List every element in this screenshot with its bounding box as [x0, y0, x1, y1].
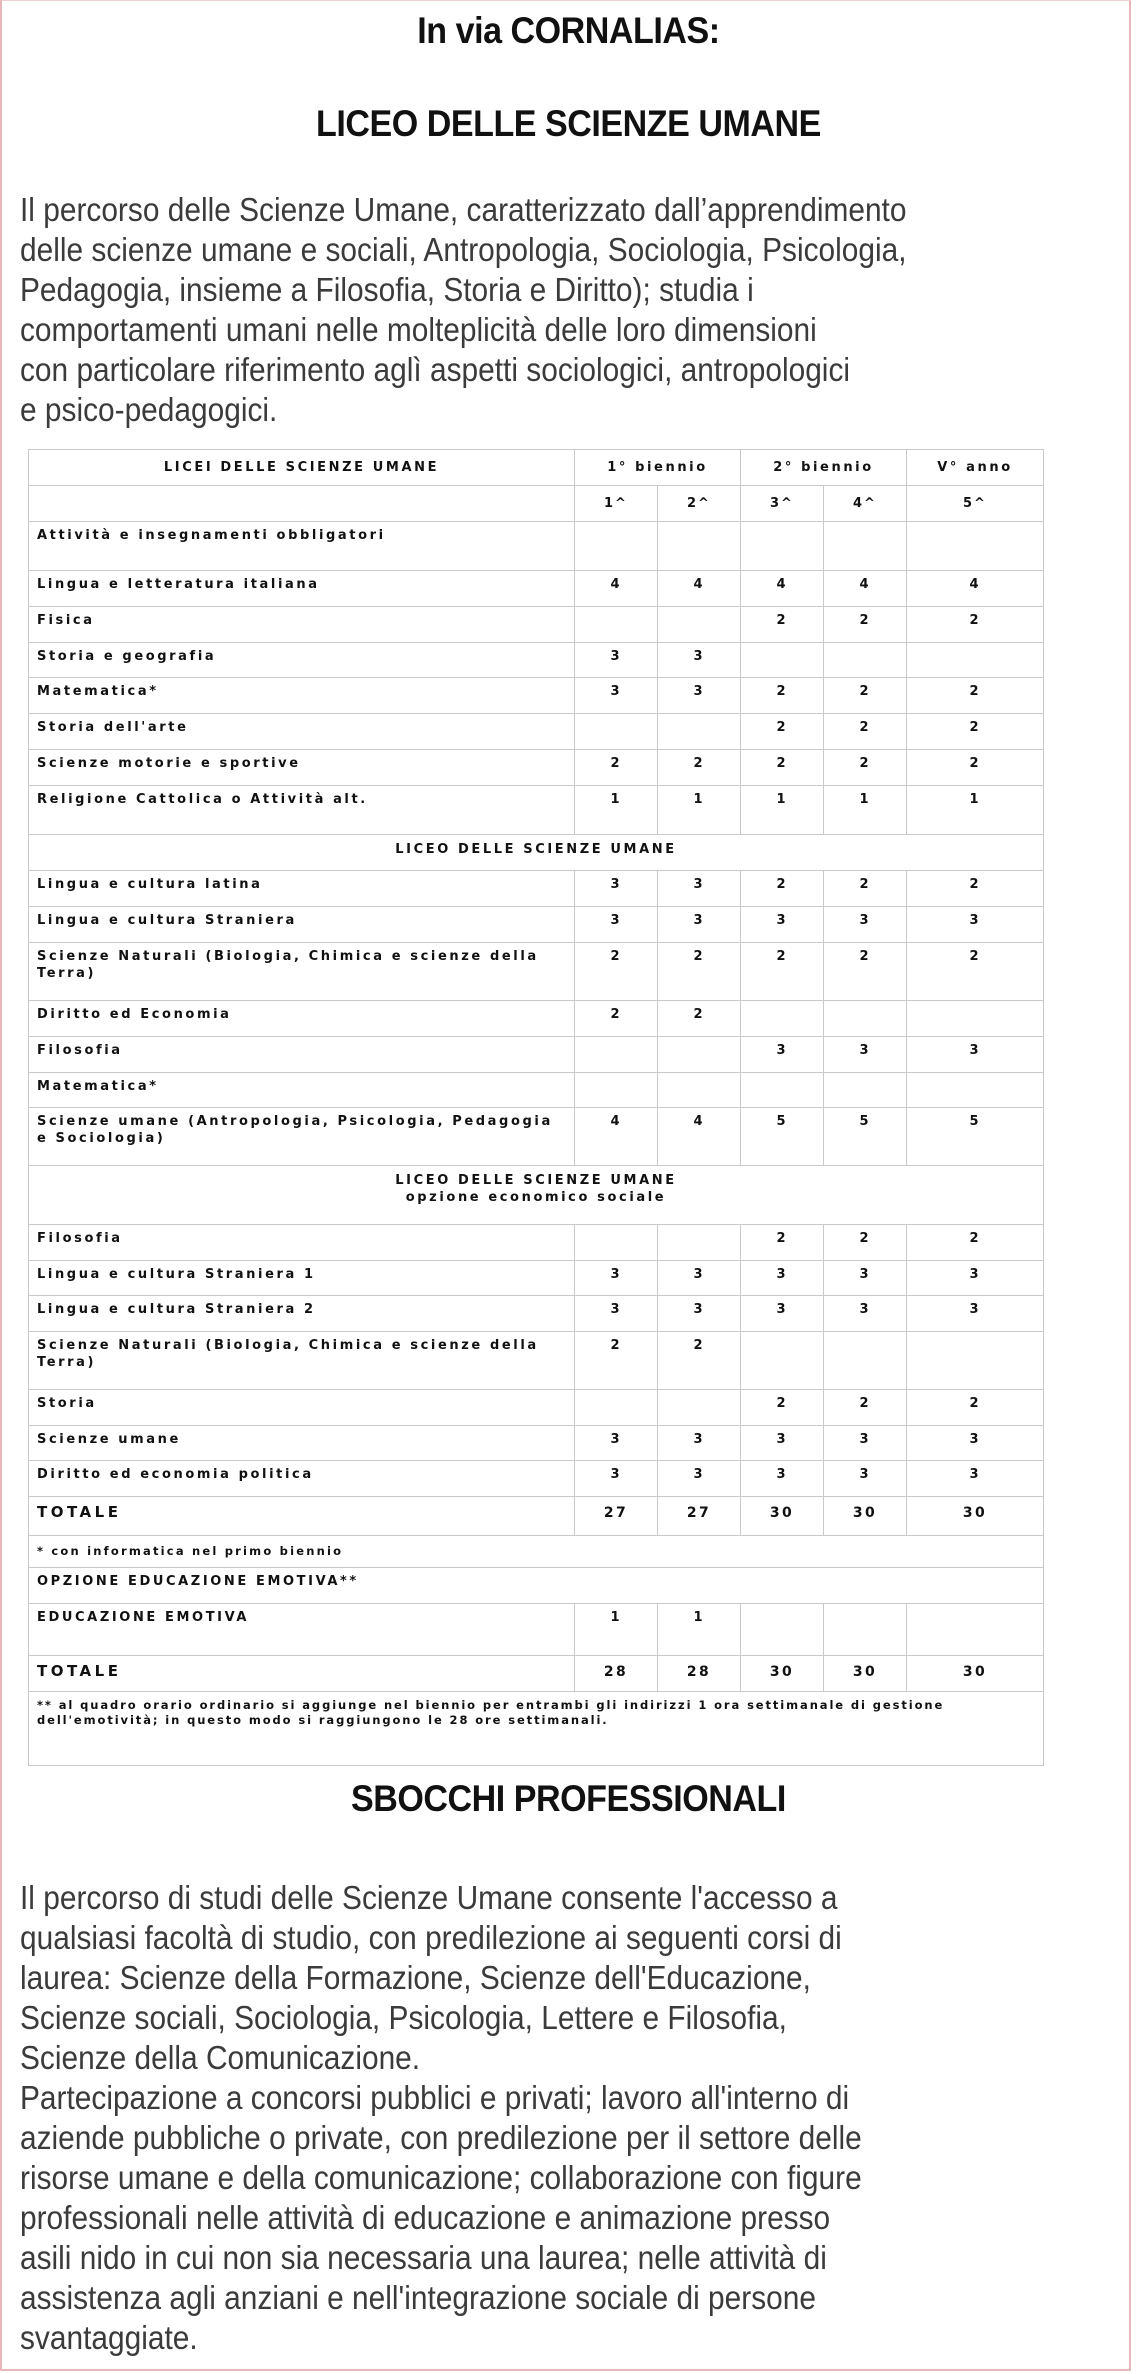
obligatory-label: Attività e insegnamenti obbligatori — [28, 521, 575, 571]
su-row-hours: 4 — [657, 1107, 741, 1166]
common-row-hours — [657, 606, 741, 643]
su-row-hours: 3 — [574, 870, 658, 907]
common-row-hours: 2 — [740, 606, 824, 643]
su-row-hours: 3 — [574, 906, 658, 943]
emotiva-row-hours — [823, 1603, 907, 1656]
common-row-hours — [657, 713, 741, 750]
total-hours: 28 — [657, 1655, 741, 1692]
su-row-hours: 5 — [823, 1107, 907, 1166]
year-header-blank — [28, 485, 575, 522]
location-title: In via CORNALIAS: — [417, 10, 720, 51]
su-row-hours — [906, 1000, 1044, 1037]
common-row-hours: 2 — [906, 749, 1044, 786]
emotiva-row-hours — [906, 1603, 1044, 1656]
common-row-hours — [574, 713, 658, 750]
outlets-line: Scienze della Comunicazione. — [20, 2039, 421, 2076]
total-hours: 30 — [823, 1496, 907, 1536]
year-header: 4^ — [823, 485, 907, 522]
common-row-subject: Storia dell'arte — [28, 713, 575, 750]
note-informatica: * con informatica nel primo biennio — [28, 1535, 1044, 1568]
su-row-hours: 2 — [574, 942, 658, 1001]
common-row-hours: 2 — [906, 606, 1044, 643]
su-row-hours: 3 — [906, 906, 1044, 943]
su-row-hours: 3 — [906, 1036, 1044, 1073]
es-row-hours: 2 — [740, 1389, 824, 1426]
common-row-hours: 2 — [823, 606, 907, 643]
su-row-hours — [574, 1072, 658, 1108]
su-row-hours: 2 — [823, 942, 907, 1001]
es-row-hours: 3 — [657, 1295, 741, 1332]
outlets-line: assistenza agli anziani e nell'integrazione sociale di persone — [20, 2279, 816, 2316]
es-row-hours: 2 — [740, 1224, 824, 1261]
emotiva-row-hours — [740, 1603, 824, 1656]
es-row-hours: 2 — [657, 1331, 741, 1390]
table-title: LICEI DELLE SCIENZE UMANE — [28, 449, 575, 486]
outlets-line: Partecipazione a concorsi pubblici e privati; lavoro all'interno di — [20, 2079, 850, 2116]
empty-cell — [823, 521, 907, 571]
es-row-hours: 3 — [740, 1260, 824, 1296]
su-row-hours: 2 — [657, 942, 741, 1001]
su-row-hours: 3 — [740, 906, 824, 943]
common-row-hours: 1 — [740, 785, 824, 835]
total-hours: 30 — [906, 1655, 1044, 1692]
es-row-hours — [657, 1224, 741, 1261]
su-row-subject: Diritto ed Economia — [28, 1000, 575, 1037]
es-row-subject: Lingua e cultura Straniera 2 — [28, 1295, 575, 1332]
common-row-hours: 4 — [906, 570, 1044, 607]
su-row-hours — [740, 1072, 824, 1108]
su-row-hours — [574, 1036, 658, 1073]
total-hours: 30 — [823, 1655, 907, 1692]
common-row-hours: 2 — [823, 749, 907, 786]
intro-line: con particolare riferimento aglì aspetti sociologici, antropologici — [20, 351, 851, 388]
section-es-title: LICEO DELLE SCIENZE UMANE — [395, 1173, 677, 1188]
group-header: 2° biennio — [740, 449, 907, 486]
su-row-hours: 3 — [657, 906, 741, 943]
es-row-subject: Lingua e cultura Straniera 1 — [28, 1260, 575, 1296]
common-row-hours: 3 — [574, 642, 658, 678]
common-row-hours: 1 — [906, 785, 1044, 835]
su-row-hours: 2 — [906, 942, 1044, 1001]
su-row-hours — [740, 1000, 824, 1037]
common-row-hours: 1 — [574, 785, 658, 835]
common-row-hours — [740, 642, 824, 678]
es-row-hours: 3 — [906, 1260, 1044, 1296]
intro-line: e psico-pedagogici. — [20, 391, 278, 428]
common-row-subject: Religione Cattolica o Attività alt. — [28, 785, 575, 835]
outlets-line: svantaggiate. — [20, 2319, 198, 2356]
es-row-hours: 3 — [574, 1460, 658, 1497]
su-row-subject: Filosofia — [28, 1036, 575, 1073]
outlets-line: laurea: Scienze della Formazione, Scienze dell'Educazione, — [20, 1959, 811, 1996]
common-row-hours: 2 — [823, 713, 907, 750]
total-hours: 27 — [574, 1496, 658, 1536]
note-emotiva: ** al quadro orario ordinario si aggiunge nel biennio per entrambi gli indirizzi 1 ora settimanale di gestione dell'emotività; in questo modo si raggiungono le 28 ore settimanali. — [28, 1691, 1044, 1766]
intro-paragraph — [20, 190, 907, 430]
su-row-subject: Scienze umane (Antropologia, Psicologia, Pedagogia e Sociologia) — [28, 1107, 575, 1166]
es-row-hours: 3 — [906, 1460, 1044, 1497]
es-row-subject: Scienze Naturali (Biologia, Chimica e scienze della Terra) — [28, 1331, 575, 1390]
emotiva-row-hours: 1 — [574, 1603, 658, 1656]
es-row-hours: 3 — [657, 1260, 741, 1296]
outlets-line: Scienze sociali, Sociologia, Psicologia, Lettere e Filosofia, — [20, 1999, 787, 2036]
common-row-hours: 4 — [657, 570, 741, 607]
es-row-hours: 3 — [574, 1295, 658, 1332]
common-row-hours: 2 — [906, 677, 1044, 714]
outlets-line: professionali nelle attività di educazione e animazione presso — [20, 2199, 831, 2236]
es-row-hours: 2 — [823, 1224, 907, 1261]
total-label: TOTALE — [28, 1496, 575, 1536]
su-row-hours: 4 — [574, 1107, 658, 1166]
su-row-hours — [657, 1072, 741, 1108]
total-hours: 27 — [657, 1496, 741, 1536]
es-row-hours: 3 — [574, 1260, 658, 1296]
total-hours: 28 — [574, 1655, 658, 1692]
es-row-subject: Diritto ed economia politica — [28, 1460, 575, 1497]
total-hours: 30 — [740, 1496, 824, 1536]
common-row-hours: 4 — [574, 570, 658, 607]
common-row-subject: Lingua e letteratura italiana — [28, 570, 575, 607]
common-row-hours: 3 — [657, 642, 741, 678]
empty-cell — [574, 521, 658, 571]
section-title: LICEO DELLE SCIENZE UMANE — [28, 834, 1044, 871]
es-row-hours: 3 — [823, 1425, 907, 1461]
outlets-title: SBOCCHI PROFESSIONALI — [351, 1778, 786, 1819]
common-row-subject: Matematica* — [28, 677, 575, 714]
outlets-line: risorse umane e della comunicazione; collaborazione con figure — [20, 2159, 862, 2196]
common-row-hours: 1 — [823, 785, 907, 835]
su-row-hours — [823, 1000, 907, 1037]
common-row-hours: 2 — [823, 677, 907, 714]
su-row-hours — [657, 1036, 741, 1073]
common-row-subject: Scienze motorie e sportive — [28, 749, 575, 786]
su-row-subject: Lingua e cultura latina — [28, 870, 575, 907]
group-header: 1° biennio — [574, 449, 741, 486]
su-row-hours: 2 — [740, 870, 824, 907]
es-row-hours: 2 — [906, 1224, 1044, 1261]
intro-line: Il percorso delle Scienze Umane, caratterizzato dall’apprendimento — [20, 191, 907, 228]
common-row-hours: 2 — [740, 713, 824, 750]
su-row-subject: Matematica* — [28, 1072, 575, 1108]
common-row-hours: 2 — [657, 749, 741, 786]
su-row-hours: 5 — [906, 1107, 1044, 1166]
common-row-hours: 2 — [906, 713, 1044, 750]
es-row-hours — [574, 1224, 658, 1261]
total-label: TOTALE — [28, 1655, 575, 1692]
group-header: V° anno — [906, 449, 1044, 486]
es-row-hours: 2 — [906, 1389, 1044, 1426]
su-row-subject: Lingua e cultura Straniera — [28, 906, 575, 943]
outlets-line: aziende pubbliche o private, con predilezione per il settore delle — [20, 2119, 862, 2156]
year-header: 2^ — [657, 485, 741, 522]
section-title-es — [28, 1165, 1044, 1225]
common-row-hours: 1 — [657, 785, 741, 835]
su-row-hours: 2 — [823, 870, 907, 907]
es-row-hours: 3 — [906, 1295, 1044, 1332]
su-row-hours: 2 — [740, 942, 824, 1001]
es-row-hours — [740, 1331, 824, 1390]
intro-line: Pedagogia, insieme a Filosofia, Storia e Diritto); studia i — [20, 271, 754, 308]
su-row-hours: 3 — [823, 906, 907, 943]
es-row-hours: 2 — [823, 1389, 907, 1426]
es-row-subject: Filosofia — [28, 1224, 575, 1261]
emotiva-row-hours: 1 — [657, 1603, 741, 1656]
common-row-hours — [823, 642, 907, 678]
su-row-subject: Scienze Naturali (Biologia, Chimica e scienze della Terra) — [28, 942, 575, 1001]
empty-cell — [657, 521, 741, 571]
es-row-subject: Storia — [28, 1389, 575, 1426]
es-row-hours: 3 — [740, 1295, 824, 1332]
su-row-hours: 3 — [740, 1036, 824, 1073]
section-es-subtitle: opzione economico sociale — [405, 1190, 667, 1205]
es-row-subject: Scienze umane — [28, 1425, 575, 1461]
es-row-hours: 3 — [740, 1460, 824, 1497]
common-row-hours: 2 — [574, 749, 658, 786]
common-row-hours: 2 — [740, 677, 824, 714]
es-row-hours: 3 — [657, 1460, 741, 1497]
es-row-hours: 3 — [574, 1425, 658, 1461]
intro-line: delle scienze umane e sociali, Antropologia, Sociologia, Psicologia, — [20, 231, 907, 268]
outlets-line: Il percorso di studi delle Scienze Umane consente l'accesso a — [20, 1879, 838, 1916]
common-row-hours: 3 — [574, 677, 658, 714]
total-hours: 30 — [740, 1655, 824, 1692]
su-row-hours: 5 — [740, 1107, 824, 1166]
school-title: LICEO DELLE SCIENZE UMANE — [316, 103, 821, 144]
es-row-hours: 3 — [657, 1425, 741, 1461]
year-header: 3^ — [740, 485, 824, 522]
es-row-hours — [823, 1331, 907, 1390]
common-row-subject: Storia e geografia — [28, 642, 575, 678]
es-row-hours: 3 — [823, 1260, 907, 1296]
year-header: 1^ — [574, 485, 658, 522]
common-row-hours — [906, 642, 1044, 678]
su-row-hours: 2 — [657, 1000, 741, 1037]
es-row-hours: 3 — [906, 1425, 1044, 1461]
year-header: 5^ — [906, 485, 1044, 522]
common-row-hours: 4 — [740, 570, 824, 607]
empty-cell — [906, 521, 1044, 571]
emotiva-option-label: OPZIONE EDUCAZIONE EMOTIVA** — [28, 1567, 1044, 1604]
su-row-hours: 2 — [906, 870, 1044, 907]
es-row-hours — [906, 1331, 1044, 1390]
common-row-hours — [574, 606, 658, 643]
es-row-hours: 2 — [574, 1331, 658, 1390]
total-hours: 30 — [906, 1496, 1044, 1536]
empty-cell — [740, 521, 824, 571]
common-row-subject: Fisica — [28, 606, 575, 643]
common-row-hours: 4 — [823, 570, 907, 607]
outlets-paragraph — [20, 1878, 862, 2358]
su-row-hours — [906, 1072, 1044, 1108]
su-row-hours: 2 — [574, 1000, 658, 1037]
emotiva-row-subject: EDUCAZIONE EMOTIVA — [28, 1603, 575, 1656]
su-row-hours — [823, 1072, 907, 1108]
su-row-hours: 3 — [823, 1036, 907, 1073]
common-row-hours: 3 — [657, 677, 741, 714]
intro-line: comportamenti umani nelle molteplicità delle loro dimensioni — [20, 311, 817, 348]
es-row-hours — [574, 1389, 658, 1426]
common-row-hours: 2 — [740, 749, 824, 786]
es-row-hours: 3 — [823, 1295, 907, 1332]
es-row-hours — [657, 1389, 741, 1426]
outlets-line: qualsiasi facoltà di studio, con predilezione ai seguenti corsi di — [20, 1919, 842, 1956]
es-row-hours: 3 — [823, 1460, 907, 1497]
outlets-line: asili nido in cui non sia necessaria una laurea; nelle attività di — [20, 2239, 827, 2276]
su-row-hours: 3 — [657, 870, 741, 907]
es-row-hours: 3 — [740, 1425, 824, 1461]
